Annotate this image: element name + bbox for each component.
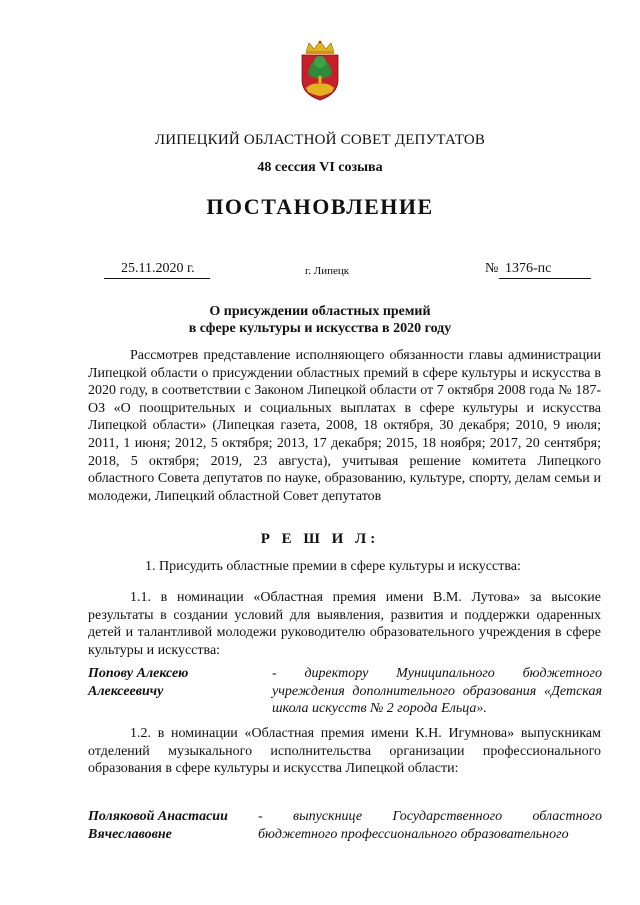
document-date: 25.11.2020 г. (104, 261, 210, 279)
subject-line-2: в сфере культуры и искусства в 2020 году (188, 321, 452, 336)
awardee-2-description: - выпускнице Государственного областного бюджетного профессионального образовательного (258, 809, 602, 842)
council-name: ЛИПЕЦКИЙ ОБЛАСТНОЙ СОВЕТ ДЕПУТАТОВ (154, 132, 486, 148)
number-label: № (485, 261, 499, 276)
document-subject (0, 303, 640, 337)
item-1-1-paragraph: 1.1. в номинации «Областная премия имени В.М. Лутова» за высокие результаты в создании условий для выявления, развития и поддержки одаренных детей и талантливой молодежи руководителю образовательного учреждения в сфере культуры и искусства: (88, 590, 601, 658)
awardee-1-description: - директору Муниципального бюджетного учреждения дополнительного образования «Детская школа искусств № 2 города Ельца». (272, 666, 602, 717)
intro-paragraph: Рассмотрев представление исполняющего обязанности главы администрации Липецкой области о присуждении областных премий в сфере культуры и искусства в 2020 году, в соответствии с Законом Липецкой области от 7 октября 2008 года № 187-ОЗ «О поощрительных и социальных выплатах в сфере культуры и искусства Липецкой области» (Липецкая газета, 2008, 18 октября, 30 декабря; 2010, 9 июля; 2011, 1 июня; 2012, 5 октября; 2013, 17 декабря; 2015, 18 ноября; 2017, 20 сентября; 2018, 5 октября; 2019, 23 августа), учитывая решение комитета Липецкого областного Совета депутатов по науке, образованию, культуре, спорту, делам семьи и молодежи, Липецкий областной Совет депутатов (88, 348, 601, 504)
resolved-heading: Р Е Ш И Л: (260, 531, 380, 547)
coat-of-arms-icon (296, 40, 344, 102)
awardee-2-name (88, 808, 258, 843)
awardee-1-name (88, 665, 258, 700)
document-type: ПОСТАНОВЛЕНИЕ (206, 194, 434, 219)
document-city: г. Липецк (305, 265, 350, 277)
awardee-1-name-line-2: Алексеевичу (88, 683, 164, 699)
document-number: 1376-пс (499, 261, 591, 279)
session-label: 48 сессия VI созыва (257, 160, 383, 175)
awardee-2-name-line-2: Вячеславовне (88, 826, 172, 842)
awardee-2-name-line-1: Поляковой Анастасии (88, 809, 228, 824)
item-1: 1. Присудить областные премии в сфере культуры и искусства: (145, 559, 521, 574)
awardee-1-name-line-1: Попову Алексею (88, 666, 189, 681)
item-1-2-paragraph: 1.2. в номинации «Областная премия имени К.Н. Игумнова» выпускникам отделений музыкального исполнительства организации профессионального образования в сфере культуры и искусства Липецкой области: (88, 726, 601, 777)
subject-line-1: О присуждении областных премий (209, 304, 431, 319)
